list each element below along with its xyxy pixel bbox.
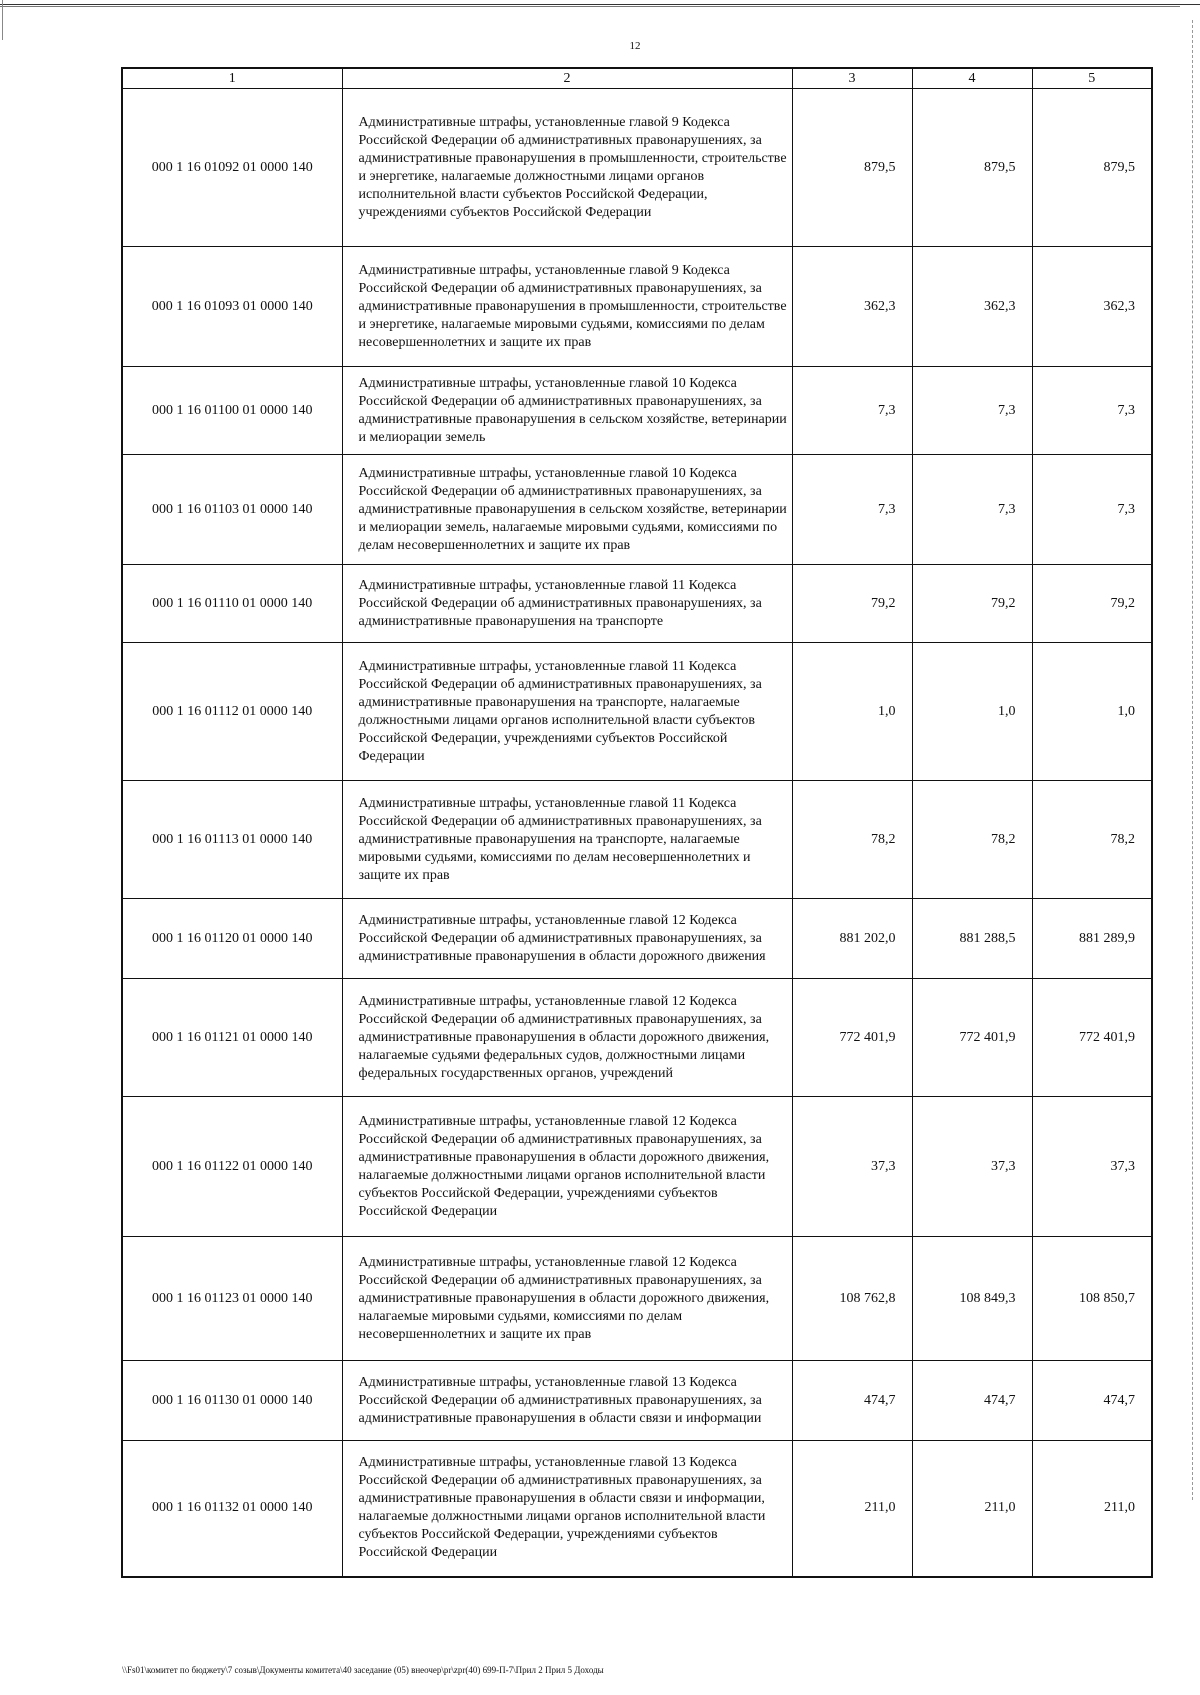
value-col-4-cell: 79,2 [912, 565, 1032, 643]
value-col-5-cell: 881 289,9 [1032, 899, 1152, 979]
scan-edge-left [2, 0, 3, 40]
budget-code-cell: 000 1 16 01093 01 0000 140 [122, 247, 342, 367]
value-col-3-cell: 211,0 [792, 1441, 912, 1577]
budget-code-cell: 000 1 16 01100 01 0000 140 [122, 367, 342, 455]
value-col-3-cell: 7,3 [792, 367, 912, 455]
value-col-4-cell: 474,7 [912, 1361, 1032, 1441]
table-header-row [122, 68, 1152, 89]
table-row [122, 1441, 1152, 1577]
value-col-5-cell: 78,2 [1032, 781, 1152, 899]
value-col-3-cell: 881 202,0 [792, 899, 912, 979]
table-row [122, 455, 1152, 565]
value-col-3-cell: 1,0 [792, 643, 912, 781]
budget-code-cell: 000 1 16 01123 01 0000 140 [122, 1237, 342, 1361]
column-header-1: 1 [122, 68, 342, 89]
table-row [122, 781, 1152, 899]
value-col-5-cell: 772 401,9 [1032, 979, 1152, 1097]
description-cell: Административные штрафы, установленные главой 10 Кодекса Российской Федерации об административных правонарушениях, за административные правонарушения в сельском хозяйстве, ветеринарии и мелиорации земель [342, 367, 792, 455]
value-col-4-cell: 37,3 [912, 1097, 1032, 1237]
value-col-4-cell: 881 288,5 [912, 899, 1032, 979]
description-cell: Административные штрафы, установленные главой 11 Кодекса Российской Федерации об административных правонарушениях, за административные правонарушения на транспорте [342, 565, 792, 643]
description-cell: Административные штрафы, установленные главой 11 Кодекса Российской Федерации об административных правонарушениях, за административные правонарушения на транспорте, налагаемые мировыми судьями, комиссиями по делам несовершеннолетних и защите их прав [342, 781, 792, 899]
table-row [122, 89, 1152, 247]
value-col-4-cell: 362,3 [912, 247, 1032, 367]
description-cell: Административные штрафы, установленные главой 10 Кодекса Российской Федерации об административных правонарушениях, за административные правонарушения в сельском хозяйстве, ветеринарии и мелиорации земель, налагаемые мировыми судьями, комиссиями по делам несовершеннолетних и защите их прав [342, 455, 792, 565]
description-cell: Административные штрафы, установленные главой 12 Кодекса Российской Федерации об административных правонарушениях, за административные правонарушения в области дорожного движения [342, 899, 792, 979]
revenue-table [121, 67, 1153, 1578]
table-row [122, 643, 1152, 781]
value-col-3-cell: 37,3 [792, 1097, 912, 1237]
column-header-5: 5 [1032, 68, 1152, 89]
scan-edge-top [0, 4, 1200, 5]
budget-code-cell: 000 1 16 01113 01 0000 140 [122, 781, 342, 899]
value-col-3-cell: 362,3 [792, 247, 912, 367]
description-cell: Административные штрафы, установленные главой 13 Кодекса Российской Федерации об административных правонарушениях, за административные правонарушения в области связи и информации, налагаемые должностными лицами органов исполнительной власти субъектов Российской Федерации, учреждениями субъектов Российской Федерации [342, 1441, 792, 1577]
value-col-4-cell: 7,3 [912, 367, 1032, 455]
value-col-4-cell: 7,3 [912, 455, 1032, 565]
value-col-3-cell: 474,7 [792, 1361, 912, 1441]
column-header-4: 4 [912, 68, 1032, 89]
value-col-3-cell: 108 762,8 [792, 1237, 912, 1361]
value-col-3-cell: 772 401,9 [792, 979, 912, 1097]
value-col-3-cell: 7,3 [792, 455, 912, 565]
value-col-5-cell: 362,3 [1032, 247, 1152, 367]
description-cell: Административные штрафы, установленные главой 12 Кодекса Российской Федерации об административных правонарушениях, за административные правонарушения в области дорожного движения, налагаемые судьями федеральных судов, должностными лицами федеральных государственных органов, учреждений [342, 979, 792, 1097]
budget-code-cell: 000 1 16 01110 01 0000 140 [122, 565, 342, 643]
budget-code-cell: 000 1 16 01132 01 0000 140 [122, 1441, 342, 1577]
file-path-footer: \\Fs01\комитет по бюджету\7 созыв\Документы комитета\40 заседание (05) внеочер\pr\zpr(40) 699-П-7\Прил 2 Прил 5 Доходы [122, 1665, 604, 1675]
budget-code-cell: 000 1 16 01103 01 0000 140 [122, 455, 342, 565]
page-number: 12 [629, 40, 641, 52]
table-row [122, 979, 1152, 1097]
table-row [122, 565, 1152, 643]
budget-code-cell: 000 1 16 01121 01 0000 140 [122, 979, 342, 1097]
table-row [122, 899, 1152, 979]
scan-edge-right [1192, 20, 1193, 1500]
value-col-4-cell: 1,0 [912, 643, 1032, 781]
scan-edge-top-inner [0, 6, 1180, 7]
budget-code-cell: 000 1 16 01092 01 0000 140 [122, 89, 342, 247]
value-col-4-cell: 211,0 [912, 1441, 1032, 1577]
value-col-5-cell: 108 850,7 [1032, 1237, 1152, 1361]
value-col-5-cell: 7,3 [1032, 455, 1152, 565]
value-col-4-cell: 108 849,3 [912, 1237, 1032, 1361]
value-col-5-cell: 879,5 [1032, 89, 1152, 247]
value-col-5-cell: 211,0 [1032, 1441, 1152, 1577]
value-col-5-cell: 1,0 [1032, 643, 1152, 781]
table-row [122, 1361, 1152, 1441]
value-col-5-cell: 474,7 [1032, 1361, 1152, 1441]
description-cell: Административные штрафы, установленные главой 12 Кодекса Российской Федерации об административных правонарушениях, за административные правонарушения в области дорожного движения, налагаемые должностными лицами органов исполнительной власти субъектов Российской Федерации, учреждениями субъектов Российской Федерации [342, 1097, 792, 1237]
description-cell: Административные штрафы, установленные главой 9 Кодекса Российской Федерации об административных правонарушениях, за административные правонарушения в промышленности, строительстве и энергетике, налагаемые должностными лицами органов исполнительной власти субъектов Российской Федерации, учреждениями субъектов Российской Федерации [342, 89, 792, 247]
value-col-4-cell: 879,5 [912, 89, 1032, 247]
value-col-3-cell: 78,2 [792, 781, 912, 899]
value-col-4-cell: 772 401,9 [912, 979, 1032, 1097]
table-row [122, 247, 1152, 367]
value-col-4-cell: 78,2 [912, 781, 1032, 899]
description-cell: Административные штрафы, установленные главой 11 Кодекса Российской Федерации об административных правонарушениях, за административные правонарушения на транспорте, налагаемые должностными лицами органов исполнительной власти субъектов Российской Федерации, учреждениями субъектов Российской Федерации [342, 643, 792, 781]
table-row [122, 367, 1152, 455]
budget-code-cell: 000 1 16 01120 01 0000 140 [122, 899, 342, 979]
table-row [122, 1097, 1152, 1237]
budget-code-cell: 000 1 16 01130 01 0000 140 [122, 1361, 342, 1441]
budget-code-cell: 000 1 16 01122 01 0000 140 [122, 1097, 342, 1237]
column-header-2: 2 [342, 68, 792, 89]
value-col-5-cell: 37,3 [1032, 1097, 1152, 1237]
budget-code-cell: 000 1 16 01112 01 0000 140 [122, 643, 342, 781]
description-cell: Административные штрафы, установленные главой 12 Кодекса Российской Федерации об административных правонарушениях, за административные правонарушения в области дорожного движения, налагаемые мировыми судьями, комиссиями по делам несовершеннолетних и защите их прав [342, 1237, 792, 1361]
table-body [122, 89, 1152, 1577]
value-col-3-cell: 879,5 [792, 89, 912, 247]
table-row [122, 1237, 1152, 1361]
value-col-5-cell: 7,3 [1032, 367, 1152, 455]
description-cell: Административные штрафы, установленные главой 13 Кодекса Российской Федерации об административных правонарушениях, за административные правонарушения в области связи и информации [342, 1361, 792, 1441]
value-col-3-cell: 79,2 [792, 565, 912, 643]
column-header-3: 3 [792, 68, 912, 89]
description-cell: Административные штрафы, установленные главой 9 Кодекса Российской Федерации об административных правонарушениях, за административные правонарушения в промышленности, строительстве и энергетике, налагаемые мировыми судьями, комиссиями по делам несовершеннолетних и защите их прав [342, 247, 792, 367]
value-col-5-cell: 79,2 [1032, 565, 1152, 643]
